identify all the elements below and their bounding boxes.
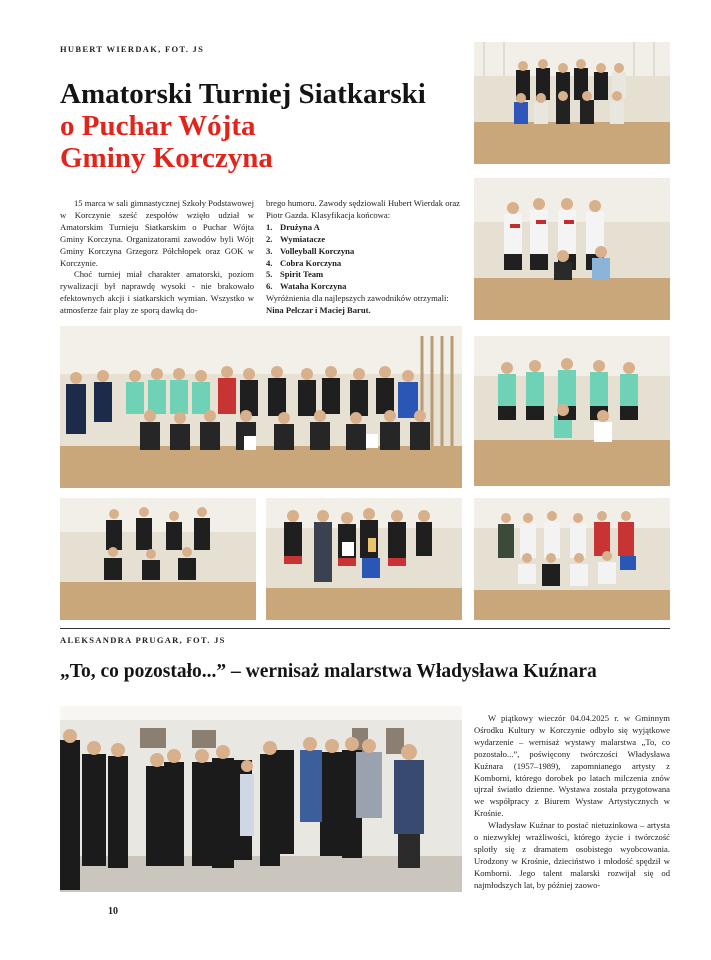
group-photo-large — [60, 326, 462, 488]
article2-column — [474, 713, 670, 892]
headline-line2: o Puchar Wójta — [60, 110, 256, 142]
ranking-item: 5. Spirit Team — [266, 269, 324, 280]
team-photo-2 — [474, 178, 670, 320]
ranking-item: 4. Cobra Korczyna — [266, 257, 342, 268]
article2-byline: ALEKSANDRA PRUGAR, FOT. JS — [60, 635, 226, 645]
headline-line1: Amatorski Turniej Siatkarski — [60, 78, 426, 110]
article1-column-left — [60, 198, 254, 317]
exhibition-photo — [60, 706, 462, 892]
awards-names: Nina Pelczar i Maciej Barut. — [266, 305, 371, 316]
ranking-item: 2. Wymiatacze — [266, 233, 326, 244]
article1-headline — [60, 78, 460, 174]
ranking-item: 1. Drużyna A — [266, 221, 320, 232]
article1-para2: Choć turniej miał charakter amatorski, poziom rywalizacji był naprawdę wysoki - nie brakowało efektownych akcji i siatkarskich wymian. Wszystko w atmosferze fair play ze sporą dawką do- — [60, 269, 254, 316]
team-photo-3 — [474, 336, 670, 486]
section-divider — [60, 628, 670, 629]
ranking-item: 3. Volleyball Korczyna — [266, 245, 355, 256]
team-photo-5 — [474, 498, 670, 620]
headline-line3: Gminy Korczyna — [60, 142, 273, 174]
team-photo-1 — [474, 42, 670, 164]
award-photo — [266, 498, 462, 620]
ranking-item: 6. Wataha Korczyna — [266, 281, 347, 292]
ranking-list — [266, 222, 462, 293]
article2-para2: Władysław Kuźnar to postać nietuzinkowa – artysta o niezwykłej wrażliwości, którego życie i twórczość splotły się z dramatem osobistego wyobcowania. Urodzony w Krośnie, dzieciństwo i młodość spędził w Komborni. Jego talent malarski rozwijał się od najmłodszych lat, by później zaowo- — [474, 820, 670, 890]
awards-text: Wyróżnienia dla najlepszych zawodników otrzymali: Nina Pelczar i Maciej Barut. — [266, 293, 449, 316]
page-number: 10 — [108, 906, 118, 917]
article1-column-right — [266, 198, 462, 317]
article1-byline: HUBERT WIERDAK, FOT. JS — [60, 44, 205, 54]
article1-para3: brego humoru. Zawody sędziowali Hubert Wierdak oraz Piotr Gazda. Klasyfikacja końcowa: — [266, 198, 460, 220]
article1-para1: 15 marca w sali gimnastycznej Szkoły Podstawowej w Korczynie sześć zespołów wzięło udział w Amatorskim Turnieju Siatkarskim o Puchar Wójta Gminy Korczyna. Organizatorami zawodów byli Wójt Gminy Korczyna Grzegorz Półchłopek oraz GOK w Korczynie. — [60, 198, 254, 268]
article2-para1: W piątkowy wieczór 04.04.2025 r. w Gminnym Ośrodku Kultury w Korczynie odbyło się wyjątkowe wydarzenie – wernisaż wystawy malarstwa „To, co pozostało...”, poświęcony twórczości Władysława Kuźnara (1957–1989), zapomnianego artysty z Komborni, którego dorobek po latach milczenia znów ujrzał światło dzienne. Wystawa została przygotowana we współpracy z Biurem Wystaw Artystycznych w Krośnie. — [474, 713, 670, 819]
team-photo-4 — [60, 498, 256, 620]
article2-headline: „To, co pozostało...” – wernisaż malarstwa Władysława Kuźnara — [60, 661, 597, 682]
